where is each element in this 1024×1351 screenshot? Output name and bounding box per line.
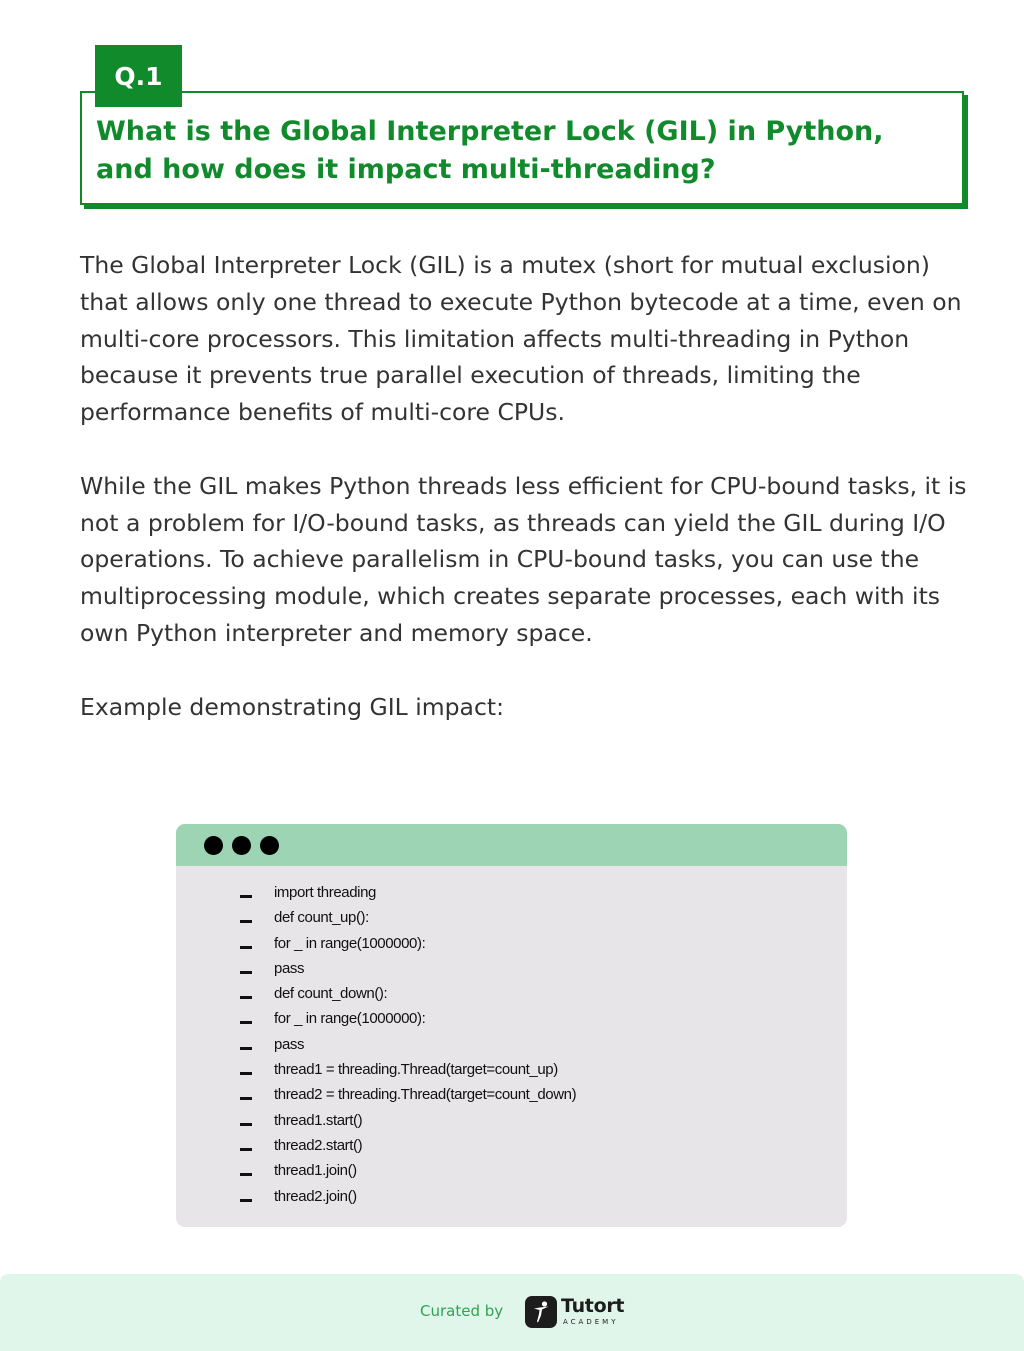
code-window: [176, 824, 847, 1227]
code-window-header: [176, 824, 847, 866]
code-text: thread1.start(): [274, 1111, 363, 1129]
curated-by-label: Curated by: [420, 1302, 504, 1320]
answer-paragraph-2: While the GIL makes Python threads less efficient for CPU-bound tasks, it is not a problem for I/O-bound tasks, as threads can yield the GIL during I/O operations. To achieve parallelism in CPU-bound tasks, you can use the multiprocessing module, which creates separate processes, each with its own Python interpreter and memory space.: [80, 471, 967, 647]
answer-paragraph-1: The Global Interpreter Lock (GIL) is a mutex (short for mutual exclusion) that allows only one thread to execute Python bytecode at a time, even on multi-core processors. This limitation affects multi-threading in Python because it prevents true parallel execution of threads, limiting the performance benefits of multi-core CPUs.: [80, 251, 962, 427]
code-text: thread2.start(): [274, 1136, 363, 1154]
dash-bullet-icon: [240, 1173, 252, 1176]
answer-body: [80, 247, 980, 725]
code-text: thread1.join(): [274, 1162, 357, 1180]
dash-bullet-icon: [240, 1047, 252, 1050]
dash-bullet-icon: [240, 1199, 252, 1202]
code-text: thread2 = threading.Thread(target=count_down): [274, 1086, 577, 1104]
dash-bullet-icon: [240, 1072, 252, 1075]
dash-bullet-icon: [240, 1148, 252, 1151]
window-dot-icon: [260, 836, 279, 855]
dash-bullet-icon: [240, 1097, 252, 1100]
code-text: thread1 = threading.Thread(target=count_up): [274, 1061, 558, 1079]
window-dot-icon: [204, 836, 223, 855]
example-intro: Example demonstrating GIL impact:: [80, 692, 504, 721]
dash-bullet-icon: [240, 971, 252, 974]
footer: [0, 1274, 1024, 1351]
code-text: import threading: [274, 884, 376, 901]
dash-bullet-icon: [240, 1021, 252, 1024]
question-title: What is the Global Interpreter Lock (GIL) in Python, and how does it impact multi-threading?: [96, 116, 884, 185]
dash-bullet-icon: [240, 920, 252, 923]
code-text: pass: [274, 959, 305, 977]
brand-name: Tutort: [561, 1295, 625, 1317]
question-number: Q.1: [114, 61, 163, 91]
code-text: def count_up():: [274, 909, 369, 927]
brand-subtitle: ACADEMY: [563, 1318, 619, 1326]
code-text: thread2.join(): [274, 1187, 357, 1205]
code-text: for _ in range(1000000):: [274, 934, 426, 952]
code-text: pass: [274, 1035, 305, 1053]
question-box: [80, 91, 964, 205]
window-dot-icon: [232, 836, 251, 855]
code-text: def count_down():: [274, 985, 388, 1003]
dash-bullet-icon: [240, 996, 252, 999]
question-number-badge: [95, 45, 182, 107]
tutort-logo-icon: [525, 1296, 557, 1328]
code-text: for _ in range(1000000):: [274, 1010, 426, 1028]
dash-bullet-icon: [240, 946, 252, 949]
dash-bullet-icon: [240, 1123, 252, 1126]
dash-bullet-icon: [240, 895, 252, 898]
